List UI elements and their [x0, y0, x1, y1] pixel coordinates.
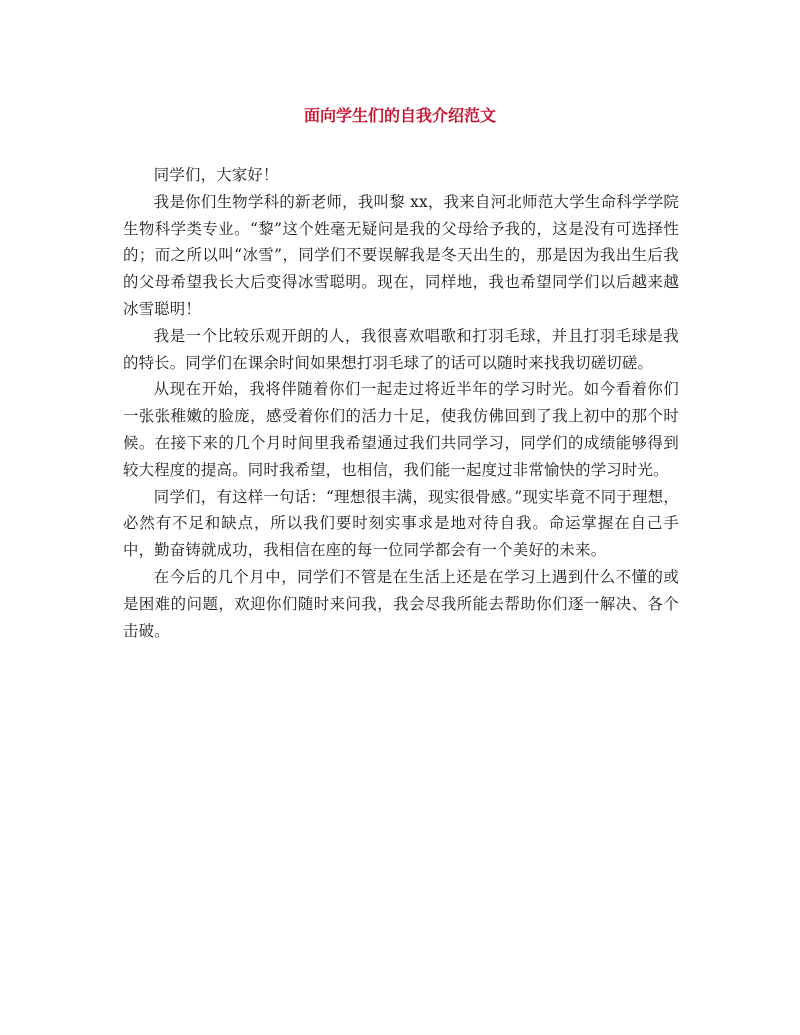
document-body — [123, 162, 679, 644]
paragraph-ideals: 同学们，有这样一句话：“理想很丰满，现实很骨感。”现实毕竟不同于理想，必然有不足和缺点，所以我们要时刻实事求是地对待自我。命运掌握在自己手中，勤奋铸就成功，我相信在座的每一位同学都会有一个美好的未来。 — [123, 487, 679, 560]
paragraph-help-offer: 在今后的几个月中，同学们不管是在生活上还是在学习上遇到什么不懂的或是困难的问题，欢迎你们随时来问我，我会尽我所能去帮助你们逐一解决、各个击破。 — [123, 567, 679, 640]
document-title: 面向学生们的自我介绍范文 — [303, 106, 496, 125]
paragraph-hobbies: 我是一个比较乐观开朗的人，我很喜欢唱歌和打羽毛球，并且打羽毛球是我的特长。同学们在课余时间如果想打羽毛球了的话可以随时来找我切磋切磋。 — [123, 326, 679, 372]
paragraph-introduction: 我是你们生物学科的新老师，我叫黎 xx，我来自河北师范大学生命科学学院生物科学类专业。“黎”这个姓毫无疑问是我的父母给予我的，这是没有可选择性的；而之所以叫“冰雪”，同学们不要误解我是冬天出生的，那是因为我出生后我的父母希望我长大后变得冰雪聪明。现在，同样地，我也希望同学们以后越来越冰雪聪明！ — [123, 192, 679, 318]
paragraph-greeting: 同学们，大家好！ — [153, 166, 279, 184]
paragraph-learning-time: 从现在开始，我将伴随着你们一起走过将近半年的学习时光。如今看着你们一张张稚嫩的脸庞，感受着你们的活力十足，使我仿佛回到了我上初中的那个时候。在接下来的几个月时间里我希望通过我们共同学习，同学们的成绩能够得到较大程度的提高。同时我希望，也相信，我们能一起度过非常愉快的学习时光。 — [123, 380, 679, 479]
